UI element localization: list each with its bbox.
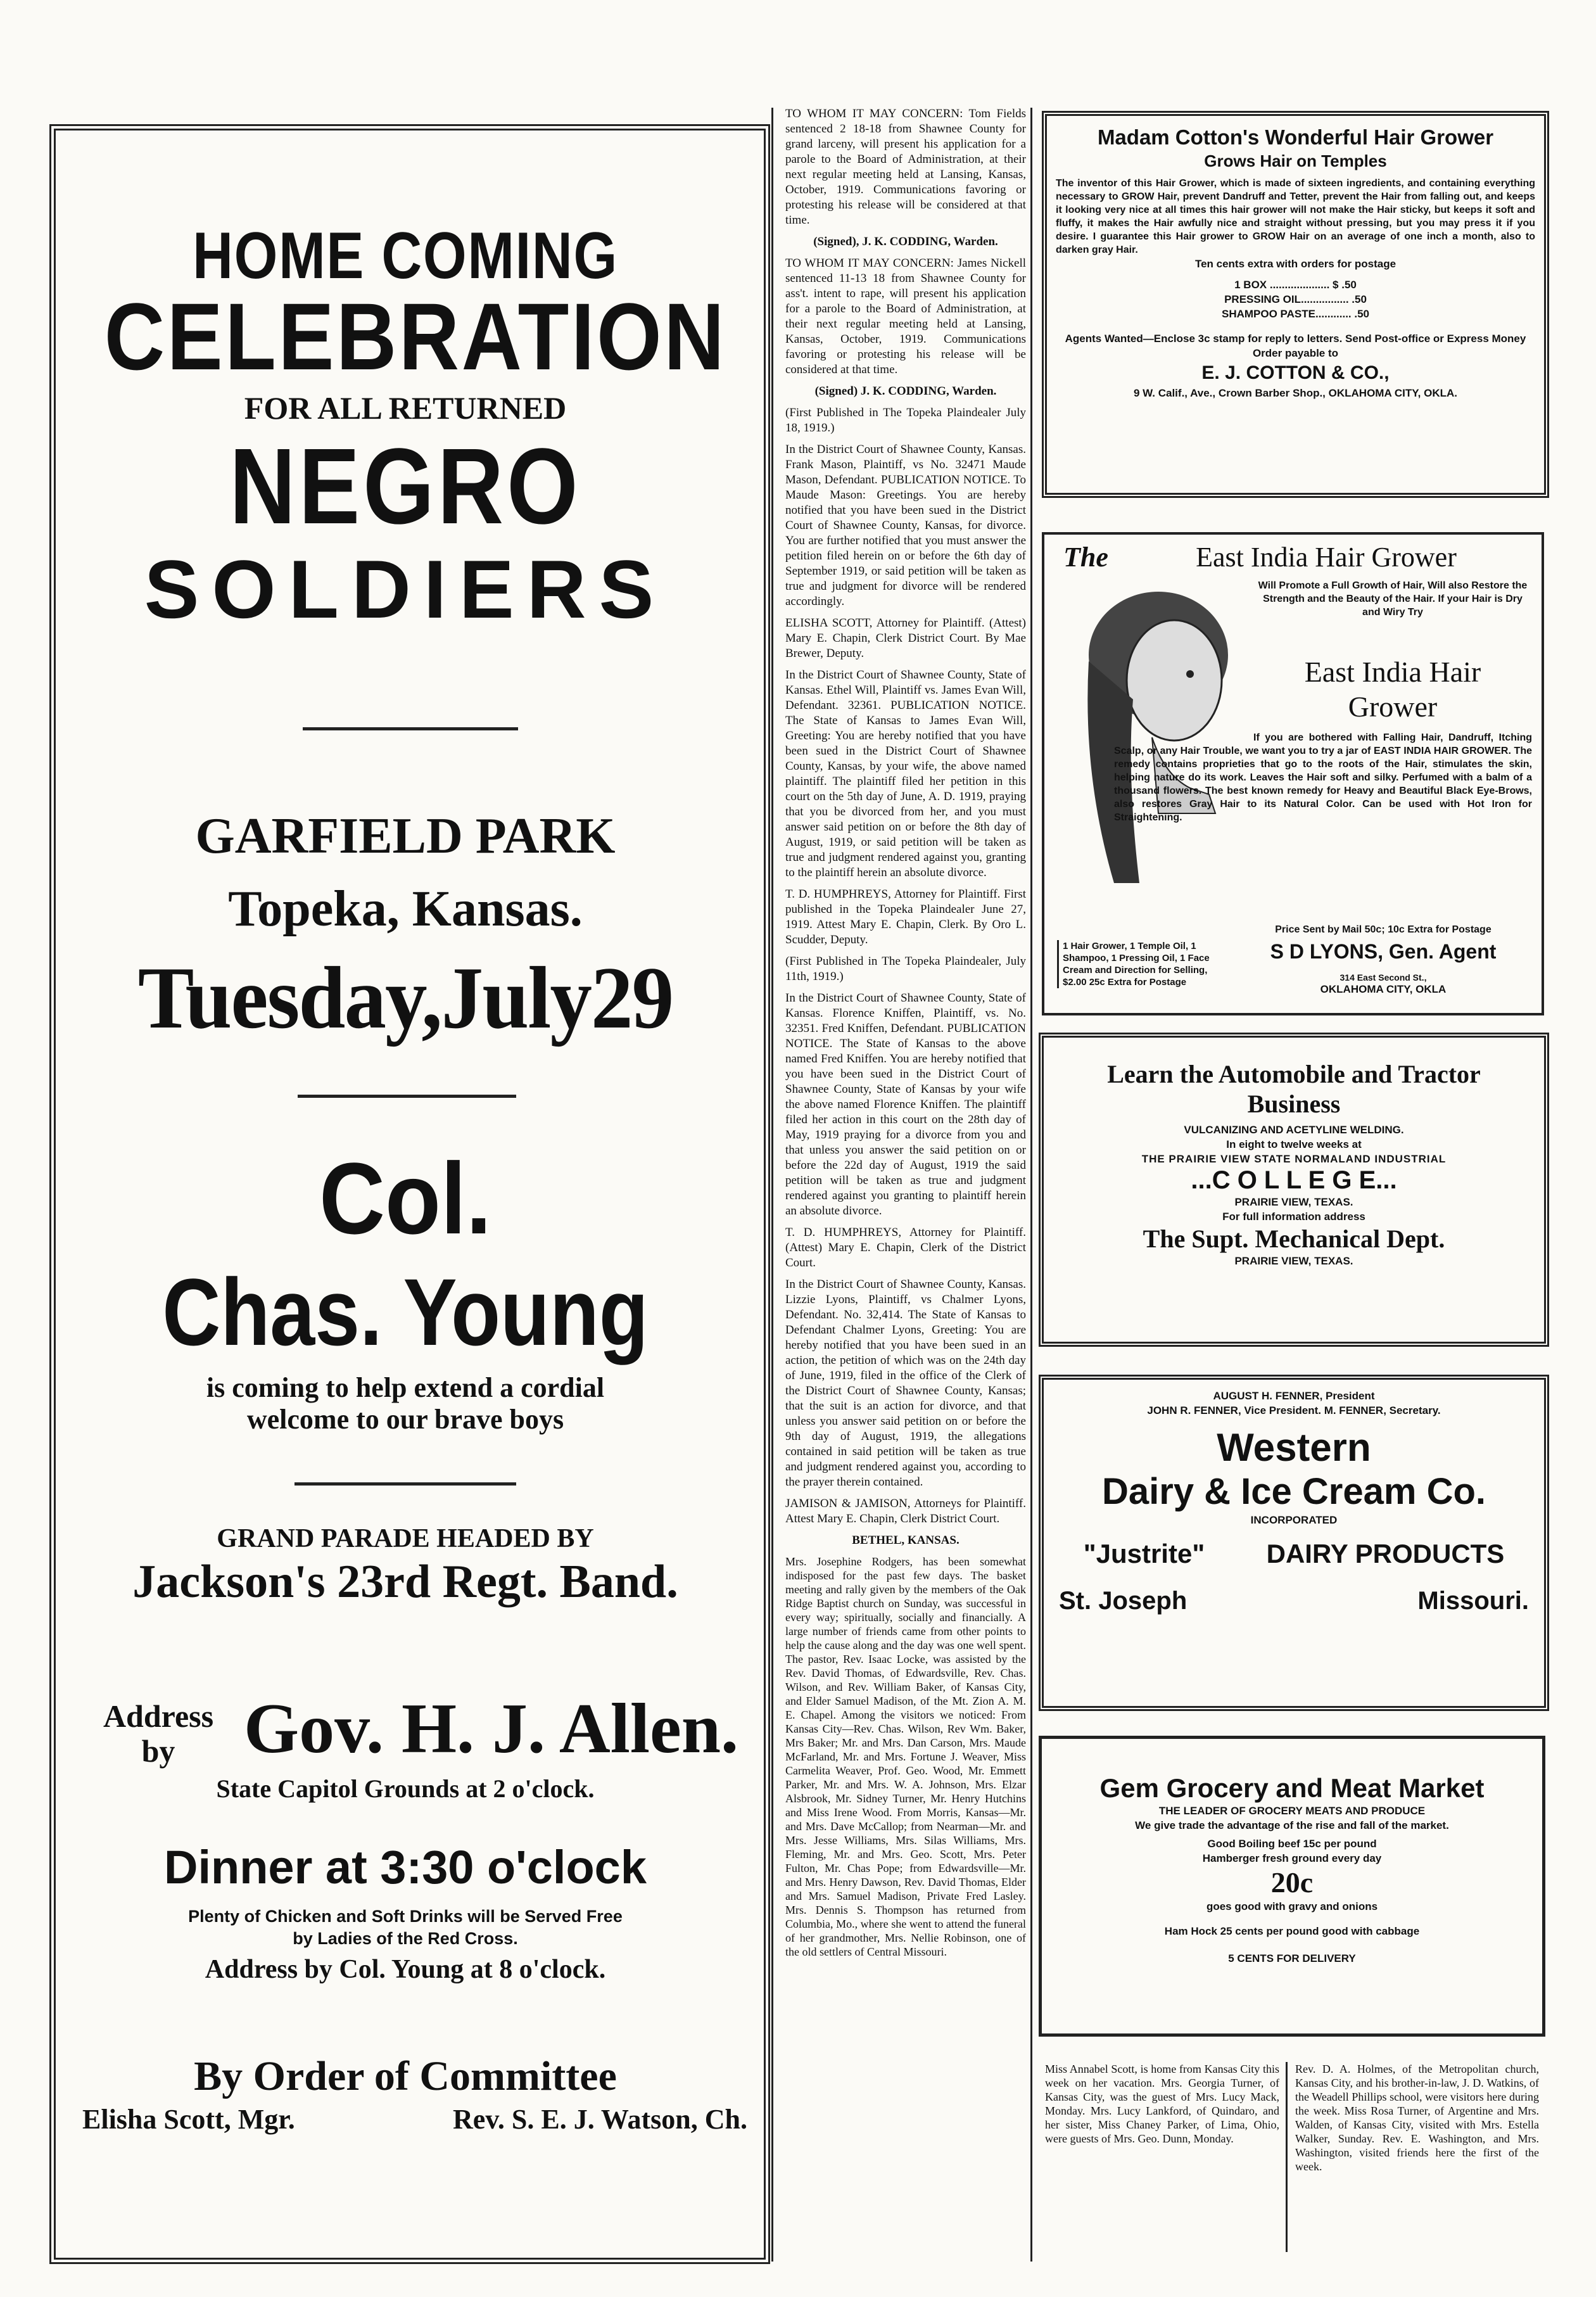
auto-dept: The Supt. Mechanical Dept. bbox=[1143, 1225, 1445, 1253]
gem-title: Gem Grocery and Meat Market bbox=[1099, 1773, 1485, 1803]
ad-automobile bbox=[1039, 1033, 1549, 1347]
notice-signature: T. D. HUMPHREYS, Attorney for Plaintiff. First published in the Topeka Plaindealer June 27, 1919. Attest Mary E. Chapin, Clerk. By Oro L. Scudder, Deputy. bbox=[785, 888, 1026, 946]
notice-publication-line: (First Published in The Topeka Plaindealer, July 11th, 1919.) bbox=[785, 955, 1026, 983]
east-india-agent: S D LYONS, Gen. Agent bbox=[1270, 940, 1497, 963]
ad-east-india bbox=[1042, 532, 1544, 1015]
dairy-line-2: JOHN R. FENNER, Vice President. M. FENNER, Secretary. bbox=[1147, 1404, 1441, 1416]
notice-signature: ELISHA SCOTT, Attorney for Plaintiff. (Attest) Mary E. Chapin, Clerk District Court. By Mae Brewer, Deputy. bbox=[785, 616, 1026, 660]
auto-line-1: VULCANIZING AND ACETYLINE WELDING. bbox=[1184, 1124, 1404, 1136]
dinner-note-1: Plenty of Chicken and Soft Drinks will be Served Free bbox=[188, 1907, 623, 1926]
auto-line-2: In eight to twelve weeks at bbox=[1226, 1138, 1362, 1150]
east-india-agent-address-2: OKLAHOMA CITY, OKLA bbox=[1320, 983, 1447, 995]
cotton-subtitle: Grows Hair on Temples bbox=[1204, 151, 1387, 170]
dinner-note-2: by Ladies of the Red Cross. bbox=[293, 1929, 518, 1948]
dinner-time: Dinner at 3:30 o'clock bbox=[164, 1841, 647, 1893]
legal-notices-column bbox=[785, 106, 1026, 1965]
dairy-line-1: AUGUST H. FENNER, President bbox=[1213, 1390, 1375, 1402]
manager: Elisha Scott, Mgr. bbox=[82, 2104, 295, 2135]
headline-home-coming: HOME COMING bbox=[193, 219, 618, 293]
dairy-western: Western bbox=[1217, 1426, 1371, 1470]
dairy-company: Dairy & Ice Cream Co. bbox=[1101, 1471, 1486, 1512]
east-india-price: Price Sent by Mail 50c; 10c Extra for Postage bbox=[1275, 924, 1492, 935]
dairy-products: DAIRY PRODUCTS bbox=[1266, 1539, 1505, 1568]
city: Topeka, Kansas. bbox=[228, 881, 583, 937]
address-place: State Capitol Grounds at 2 o'clock. bbox=[216, 1774, 595, 1803]
notice-mason: In the District Court of Shawnee County, Kansas. Frank Mason, Plaintiff, vs No. 32471 Maude Mason, Defendant. PUBLICATION NOTICE. To Maude Mason: Greetings. You are hereby notified that you have been sued in the District Court of Shawnee County, Kansas, for divorce. You are further notified that you must answer the petition filed herein on or before the 6th day of September 1919, or said petition will be taken as true and judgment for divorce will be rendered accordingly. bbox=[785, 443, 1026, 608]
governor-name: Gov. H. J. Allen. bbox=[244, 1689, 738, 1768]
cotton-price-3: SHAMPOO PASTE............ .50 bbox=[1221, 308, 1369, 320]
cotton-body: The inventor of this Hair Grower, which is made of sixteen ingredients, and containing everything necessary to GROW Hair, prevent Dandruff and Tetter, prevent the Hair from falling out, and keeps it looking very nice at all times this hair grower will not make the Hair sticky, but keeps it soft and fluffy, it makes the Hair awfully nice and straight without pressing, but you may press it if you desire. I guarantee this Hair grower to GROW Hair on an average of one inch a month, also to darken gray Hair. bbox=[1056, 178, 1535, 255]
headline-negro: NEGRO bbox=[229, 426, 581, 547]
auto-line-8: PRAIRIE VIEW, TEXAS. bbox=[1234, 1255, 1353, 1267]
gem-line-6: goes good with gravy and onions bbox=[1206, 1900, 1378, 1912]
guest-name: Chas. Young bbox=[162, 1259, 649, 1365]
event-date: Tuesday,July29 bbox=[137, 949, 673, 1047]
cotton-title: Madam Cotton's Wonderful Hair Grower bbox=[1097, 125, 1494, 149]
headline-celebration: CELEBRATION bbox=[104, 283, 727, 390]
by-order: By Order of Committee bbox=[194, 2053, 617, 2099]
guest-title: Col. bbox=[319, 1142, 491, 1255]
ad-gem-grocery bbox=[1039, 1736, 1545, 2037]
notice-signature: JAMISON & JAMISON, Attorneys for Plaintiff. Attest Mary E. Chapin, Clerk District Court. bbox=[785, 1497, 1026, 1525]
cotton-extra: Ten cents extra with orders for postage bbox=[1194, 258, 1396, 270]
dairy-location-row bbox=[1053, 1587, 1535, 1615]
divider bbox=[303, 727, 518, 730]
ad-dairy bbox=[1039, 1375, 1549, 1711]
news-right: Rev. D. A. Holmes, of the Metropolitan church, Kansas City, and his brother-in-law, J. D. Watkins, of the Weadell Phillips school, were visitors here during the week. Miss Rosa Turner, of Argentine and Mrs. Walden, of Kansas City, visited with Mrs. Estella Walker, Sunday. Rev. E. Washington, and Mrs. Washington, visited friends here the first of the week. bbox=[1295, 2063, 1539, 2173]
column-rule bbox=[1286, 2062, 1288, 2252]
east-india-title: East India Hair Grower bbox=[1196, 542, 1457, 573]
headline-for-all-returned: FOR ALL RETURNED bbox=[244, 390, 567, 426]
parade-band: Jackson's 23rd Regt. Band. bbox=[132, 1556, 678, 1608]
auto-college: ...C O L L E G E... bbox=[1191, 1166, 1397, 1194]
venue: GARFIELD PARK bbox=[195, 808, 616, 864]
east-india-body: If you are bothered with Falling Hair, Dandruff, Itching Scalp, or any Hair Trouble, we want you to try a jar of EAST INDIA HAIR GROWER. The remedy contains proprieties that go to the roots of the Hair, stimulates the skin, helping nature do its work. Leaves the Hair soft and silky. Perfumed with a balm of a thousand flowers. The best known remedy for Heavy and Beautiful Black Eye-Brows, also restores Gray Hair to its Natural Color. Can be used with Hot Iron for Straightening. bbox=[1114, 732, 1532, 823]
gem-line-2: We give trade the advantage of the rise and fall of the market. bbox=[1135, 1819, 1449, 1831]
auto-title-1: Learn the Automobile and Tractor bbox=[1107, 1060, 1481, 1088]
cotton-address: 9 W. Calif., Ave., Crown Barber Shop., OKLAHOMA CITY, OKLA. bbox=[1134, 387, 1457, 399]
dairy-state: Missouri. bbox=[1417, 1587, 1529, 1615]
divider bbox=[298, 1095, 516, 1098]
east-india-title-the: The bbox=[1063, 542, 1108, 573]
gem-line-7: Ham Hock 25 cents per pound good with cabbage bbox=[1164, 1925, 1420, 1937]
cotton-agents: Agents Wanted—Enclose 3c stamp for reply to letters. Send Post-office or Express Money Order payable to bbox=[1065, 333, 1526, 359]
cotton-price-1: 1 BOX .................... $ .50 bbox=[1234, 279, 1357, 291]
guest-note-1: is coming to help extend a cordial bbox=[206, 1372, 605, 1403]
bethel-news: Mrs. Josephine Rodgers, has been somewhat indisposed for the past few days. The basket meeting and rally given by the members of the Oak Ridge Baptist church on Sunday, was successful in every way; spiritually, socially and financially. A large number of friends came from other points to help the cause along and the day was one well spent. The pastor, Rev. Isaac Locke, was assisted by the Rev. David Thomas, of Edwardsville, Rev. Chas. Wilson, and Rev. William Baker, of Kansas City, and Elder Samuel Madison, of the Mt. Zion A. M. E. Chapel. Among the visitors we noticed: From Kansas City—Rev. Chas. Wilson, Rev Wm. Baker, Mrs Baker; Mr. and Mrs. Dan Carson, Mrs. Maude McFarland, Mr. and Mrs. Fortune J. Weaver, Miss Carmelita Weaver, Prof. Geo. Wood, Mr. Emmett Parker, Mr. and Mrs. W. A. Johnson, Mrs. Elzar Alsbrook, Mr. Sidney Turner, Mr. Henry Hutchins and Miss Irene Wood. From Morris, Kansas—Mr. and Mrs. Dave McCallop; from Nearman—Mr. and Mrs. Jesse Williams, Mrs. Silas Williams, Mrs. Fleming, Mr. and Mrs. Geo. Scott, Mrs. Peter Fulton, Mr. Chas Pope; from Edwardsville—Mr. and Mrs. Henry Dawson, Rev. David Thomas, Elder and Mrs. Samuel Madison, Private Fred Lasley. Mrs. Dennis S. Thompson has returned from Columbia, Mo., where she went to attend the funeral of her grandmother, Mrs. Nellie Robinson, one of the old settlers of Central Missouri. bbox=[785, 1555, 1026, 1958]
notice-signature: (Signed) J. K. CODDING, Warden. bbox=[814, 385, 997, 398]
address-label-2: by bbox=[141, 1733, 175, 1769]
notice-signature: (Signed), J. K. CODDING, Warden. bbox=[813, 235, 998, 248]
notice-lyons: In the District Court of Shawnee County, Kansas. Lizzie Lyons, Plaintiff, vs Chalmer Lyons, Defendant. No. 32,414. The State of Kansas to Defendant Chalmer Lyons, Greeting: You are hereby notified that you have been sued in an action, the petition of which was on the 24th day of June, 1919, filed in the office of the Clerk of the District Court of Shawnee County, Kansas; that the suit is an action for divorce, and that unless you answer said petition on or before the 9th day of August, 1919, the allegations contained in said petition will be taken as true and judgment rendered against you, according to the prayer therein contained. bbox=[785, 1278, 1026, 1489]
east-india-name-1: East India Hair bbox=[1304, 656, 1481, 688]
dairy-incorporated: INCORPORATED bbox=[1250, 1514, 1338, 1526]
auto-line-3: THE PRAIRIE VIEW STATE NORMALAND INDUSTRIAL bbox=[1141, 1153, 1447, 1165]
cotton-price-2: PRESSING OIL................ .50 bbox=[1224, 293, 1367, 305]
column-rule bbox=[1030, 108, 1032, 2262]
column-rule bbox=[771, 108, 773, 2262]
gem-line-4: Hamberger fresh ground every day bbox=[1202, 1852, 1382, 1864]
notice-nickell: TO WHOM IT MAY CONCERN: James Nickell sentenced 11-13 18 from Shawnee County for ass't. intent to rape, will present his application for a parole to the Board of Administration, at their next regular meeting held at Lansing, Kansas, October, 1919. Communications favoring or protesting his release will be considered at that time. bbox=[785, 257, 1026, 376]
notice-fields: TO WHOM IT MAY CONCERN: Tom Fields sentenced 2 18-18 from Shawnee County for grand larceny, will present his application for a parole to the Board of Administration, at their next regular meeting held at Lansing, Kansas, October, 1919. Communications favoring or protesting his release will be considered at that time. bbox=[785, 107, 1026, 227]
headline-soldiers: SOLDIERS bbox=[144, 543, 667, 635]
divider bbox=[294, 1482, 516, 1486]
auto-title-2: Business bbox=[1247, 1090, 1341, 1118]
address-label-1: Address bbox=[103, 1698, 214, 1734]
gem-price: 20c bbox=[1270, 1866, 1314, 1899]
east-india-offer: 1 Hair Grower, 1 Temple Oil, 1 Shampoo, 1 Pressing Oil, 1 Face Cream and Direction for Selling, $2.00 25c Extra for Postage bbox=[1057, 940, 1234, 988]
chairman: Rev. S. E. J. Watson, Ch. bbox=[453, 2104, 747, 2135]
cotton-company: E. J. COTTON & CO., bbox=[1201, 362, 1390, 383]
evening-address: Address by Col. Young at 8 o'clock. bbox=[205, 1955, 606, 1984]
guest-note-2: welcome to our brave boys bbox=[246, 1404, 564, 1435]
dairy-justrite: "Justrite" bbox=[1083, 1539, 1205, 1568]
dairy-city: St. Joseph bbox=[1059, 1587, 1188, 1615]
news-left: Miss Annabel Scott, is home from Kansas City this week on her vacation. Mrs. Georgia Turner, of Kansas City, was the guest of Mrs. Lucy Mack, Monday. Mrs. Lucy Lankford, of Quindaro, and her sister, Miss Chaney Parker, of Lima, Ohio, were guests of Mrs. Geo. Dunn, Monday. bbox=[1045, 2063, 1279, 2145]
ad-cotton bbox=[1042, 111, 1549, 498]
east-india-name-2: Grower bbox=[1348, 690, 1438, 723]
gem-line-3: Good Boiling beef 15c per pound bbox=[1207, 1838, 1377, 1850]
auto-line-6: For full information address bbox=[1222, 1211, 1365, 1223]
notice-signature: T. D. HUMPHREYS, Attorney for Plaintiff. (Attest) Mary E. Chapin, Clerk of the District Court. bbox=[785, 1226, 1026, 1269]
dairy-products-row bbox=[1053, 1539, 1535, 1569]
bethel-heading: BETHEL, KANSAS. bbox=[852, 1534, 960, 1547]
gem-line-1: THE LEADER OF GROCERY MEATS AND PRODUCE bbox=[1158, 1805, 1426, 1817]
notice-will: In the District Court of Shawnee County, State of Kansas. Ethel Will, Plaintiff vs. James Evan Will, Defendant. 32361. PUBLICATION NOTICE. The State of Kansas to James Evan Will, Greeting: You are hereby notified that you have been sued in the District Court of Shawnee County, Kansas, by your wife, the above named plaintiff. The plaintiff filed her petition in this court on the 5th day of June, A. D. 1919, praying that you be divorced from her, and you must answer said petition on or before the 8th day of August, 1919, or said petition will be taken as true and judgment rendered against you, granting to the plaintiff herein an absolute divorce. bbox=[785, 668, 1026, 879]
auto-line-5: PRAIRIE VIEW, TEXAS. bbox=[1234, 1196, 1353, 1208]
parade-heading: GRAND PARADE HEADED BY bbox=[217, 1524, 594, 1553]
notice-kniffen: In the District Court of Shawnee County, State of Kansas. Florence Kniffen, Plaintiff, vs. No. 32351. Fred Kniffen, Defendant. PUBLICATION NOTICE. The State of Kansas to the above named Fred Kniffen. You are hereby notified that you have been sued in the District Court of Shawnee County, State of Kansas by your wife the above named Florence Kniffen. The plaintiff filed her action in this court on the 28th day of May, 1919 praying for a divorce from you and that unless you answer the said petition on or before the 22d day of August, 1919 the said petition will be taken as true and judgment rendered against you granting to plaintiff herein an absolute divorce. bbox=[785, 991, 1026, 1218]
east-india-agent-address-1: 314 East Second St., bbox=[1340, 972, 1427, 983]
notice-publication-line: (First Published in The Topeka Plaindealer July 18, 1919.) bbox=[785, 406, 1026, 435]
gem-line-8: 5 CENTS FOR DELIVERY bbox=[1228, 1952, 1356, 1964]
east-india-intro: Will Promote a Full Growth of Hair, Will also Restore the Strength and the Beauty of the Hair. If your Hair is Dry and Wiry Try bbox=[1258, 580, 1528, 618]
